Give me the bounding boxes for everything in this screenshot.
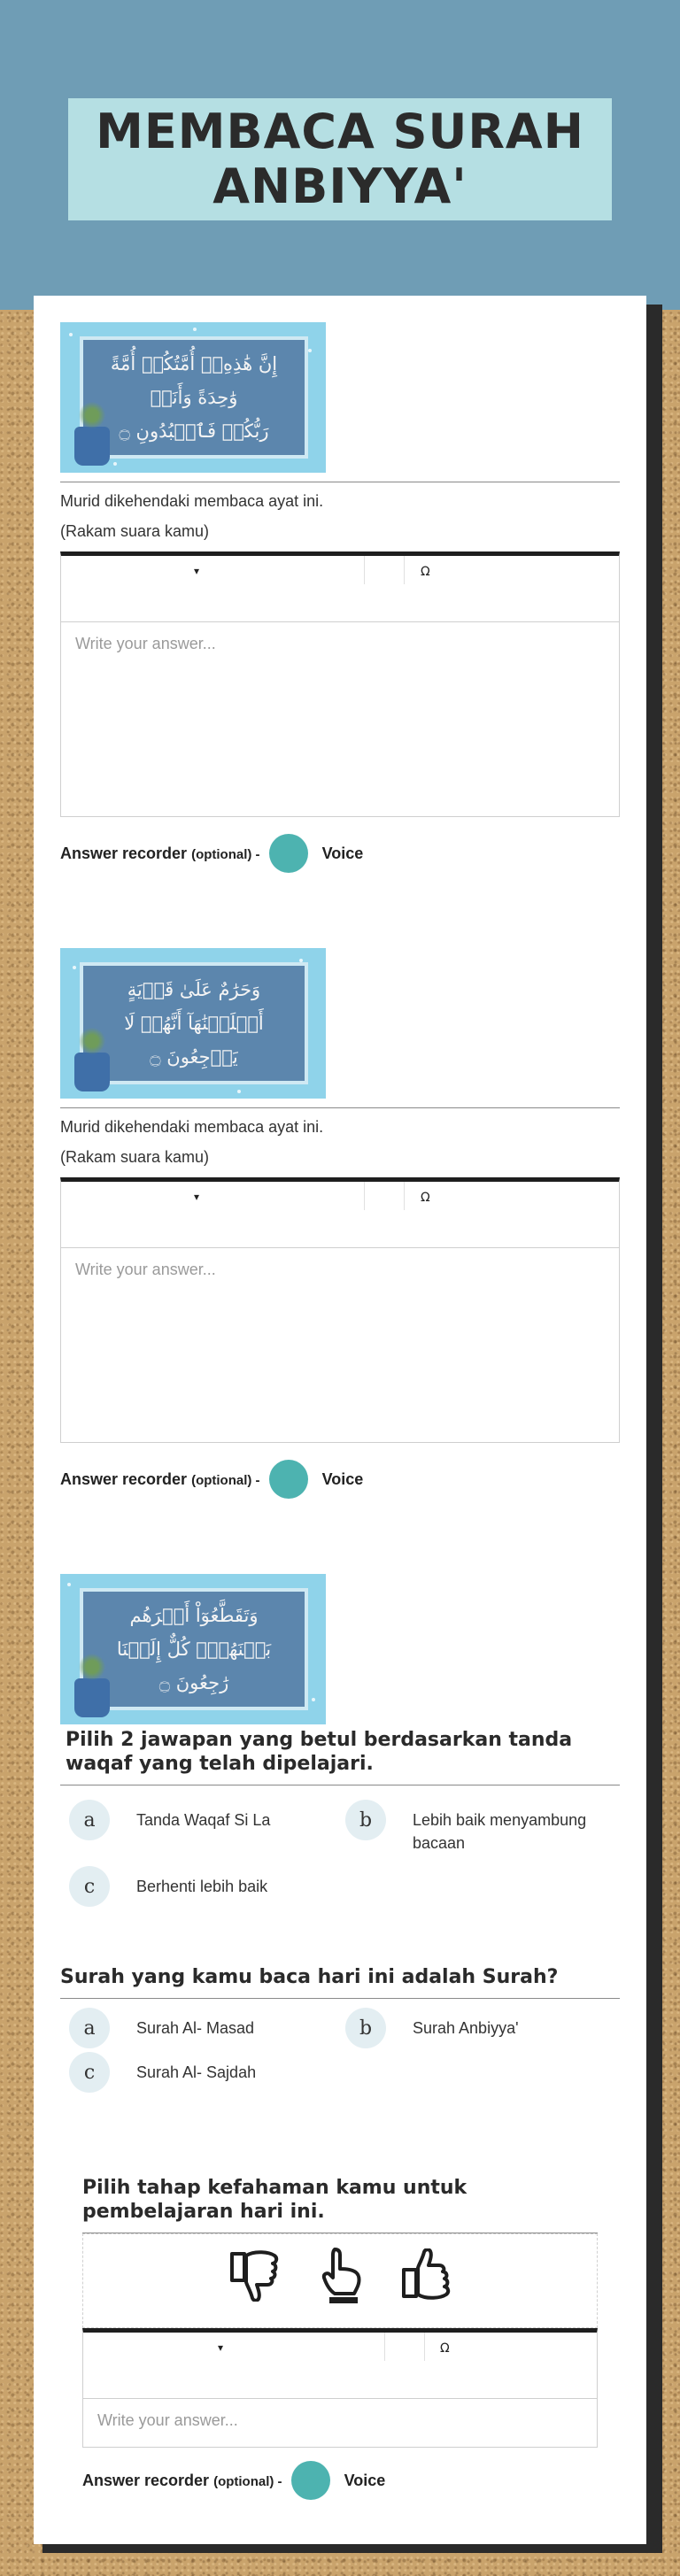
option-a[interactable] bbox=[69, 2008, 349, 2048]
font-dropdown[interactable]: ▾ bbox=[194, 1191, 200, 1203]
voice-label[interactable]: Voice bbox=[344, 2471, 386, 2489]
options-list bbox=[60, 1794, 620, 1927]
option-text: Surah Anbiyya' bbox=[413, 2019, 519, 2037]
recorder-label: Answer recorder (optional) - bbox=[60, 844, 260, 862]
font-dropdown[interactable]: ▾ bbox=[218, 2341, 224, 2354]
note-text: (Rakam suara kamu) bbox=[60, 522, 210, 540]
option-text: Surah Al- Sajdah bbox=[136, 2063, 257, 2081]
option-letter: a bbox=[69, 2008, 110, 2048]
answer-editor bbox=[82, 2328, 598, 2448]
ayat-text: وَتَقَطَّعُوٓاْ أَمۡرَهُم بَيۡنَهُمۡۖ كُلٌّ إِلَيۡنَا رَٰجِعُونَ ۝ bbox=[80, 1588, 308, 1710]
thumbs-down-icon[interactable] bbox=[227, 2248, 282, 2313]
title-box bbox=[68, 98, 612, 220]
instruction-text: Murid dikehendaki membaca ayat ini. bbox=[60, 1118, 324, 1136]
vase-icon bbox=[74, 1053, 110, 1091]
question-waqaf bbox=[60, 1574, 620, 1927]
voice-label[interactable]: Voice bbox=[321, 844, 364, 862]
question-surah bbox=[60, 1965, 620, 2114]
divider bbox=[60, 1998, 620, 1999]
option-a[interactable] bbox=[69, 1800, 349, 1840]
option-text: Surah Al- Masad bbox=[136, 2019, 255, 2037]
voice-label[interactable]: Voice bbox=[321, 1469, 364, 1488]
answer-recorder bbox=[82, 2458, 598, 2503]
answer-input[interactable]: Write your answer... bbox=[75, 1261, 216, 1278]
vase-icon bbox=[74, 1678, 110, 1717]
thumbs-up-icon[interactable] bbox=[398, 2248, 453, 2313]
record-button[interactable] bbox=[269, 834, 308, 873]
record-button[interactable] bbox=[269, 1460, 308, 1499]
option-text: Berhenti lebih baik bbox=[136, 1878, 268, 1895]
editor-toolbar bbox=[83, 2333, 597, 2399]
option-letter: c bbox=[69, 1866, 110, 1907]
reading-block-2 bbox=[60, 948, 620, 1501]
ayat-text: إِنَّ هَٰذِهِۦٓ أُمَّتُكُمۡ أُمَّةً وَٰحِدَةً وَأَنَا۠ رَبُّكُمۡ فَٱعۡبُدُونِ ۝ bbox=[80, 336, 308, 459]
vase-icon bbox=[74, 427, 110, 466]
answer-input[interactable]: Write your answer... bbox=[75, 635, 216, 652]
option-letter: c bbox=[69, 2052, 110, 2093]
page-title: MEMBACA SURAH ANBIYYA' bbox=[96, 104, 584, 214]
option-letter: a bbox=[69, 1800, 110, 1840]
editor-toolbar bbox=[61, 556, 619, 622]
recorder-label: Answer recorder (optional) - bbox=[82, 2471, 282, 2489]
answer-editor bbox=[60, 551, 620, 817]
special-char-button[interactable]: Ω bbox=[440, 2341, 450, 2356]
option-letter: b bbox=[345, 2008, 386, 2048]
special-char-button[interactable]: Ω bbox=[421, 1191, 430, 1205]
editor-toolbar bbox=[61, 1182, 619, 1248]
question-title: Pilih 2 jawapan yang betul berdasarkan tanda waqaf yang telah dipelajari. bbox=[66, 1729, 573, 1775]
option-c[interactable] bbox=[69, 1866, 349, 1907]
options-list bbox=[60, 2008, 620, 2114]
option-b[interactable] bbox=[345, 2008, 625, 2048]
reading-block-1 bbox=[60, 322, 620, 875]
answer-input[interactable]: Write your answer... bbox=[97, 2411, 238, 2429]
worksheet-card bbox=[34, 296, 646, 2544]
understanding-icons bbox=[82, 2233, 598, 2328]
question-title: Surah yang kamu baca hari ini adalah Surah? bbox=[60, 1966, 559, 1988]
instruction-text: Murid dikehendaki membaca ayat ini. bbox=[60, 492, 324, 510]
answer-recorder bbox=[60, 831, 620, 875]
ayat-image bbox=[60, 948, 326, 1099]
pointing-hand-icon[interactable] bbox=[315, 2246, 365, 2316]
ayat-text: وَحَرَٰمٌ عَلَىٰ قَرۡيَةٍ أَهۡلَكۡنَٰهَآ أَنَّهُمۡ لَا يَرۡجِعُونَ ۝ bbox=[80, 962, 308, 1084]
answer-editor bbox=[60, 1177, 620, 1443]
option-text: Tanda Waqaf Si La bbox=[136, 1811, 271, 1829]
answer-recorder bbox=[60, 1457, 620, 1501]
ayat-image bbox=[60, 322, 326, 473]
record-button[interactable] bbox=[291, 2461, 330, 2500]
divider bbox=[60, 1107, 620, 1108]
special-char-button[interactable]: Ω bbox=[421, 565, 430, 579]
option-letter: b bbox=[345, 1800, 386, 1840]
ayat-image bbox=[60, 1574, 326, 1724]
note-text: (Rakam suara kamu) bbox=[60, 1148, 210, 1166]
question-title: Pilih tahap kefahaman kamu untuk pembelajaran hari ini. bbox=[82, 2177, 468, 2223]
font-dropdown[interactable]: ▾ bbox=[194, 565, 200, 577]
option-text: Lebih baik menyambung bacaan bbox=[413, 1811, 587, 1852]
recorder-label: Answer recorder (optional) - bbox=[60, 1469, 260, 1488]
option-b[interactable] bbox=[345, 1800, 625, 1855]
option-c[interactable] bbox=[69, 2052, 349, 2093]
question-understanding bbox=[82, 2176, 598, 2503]
